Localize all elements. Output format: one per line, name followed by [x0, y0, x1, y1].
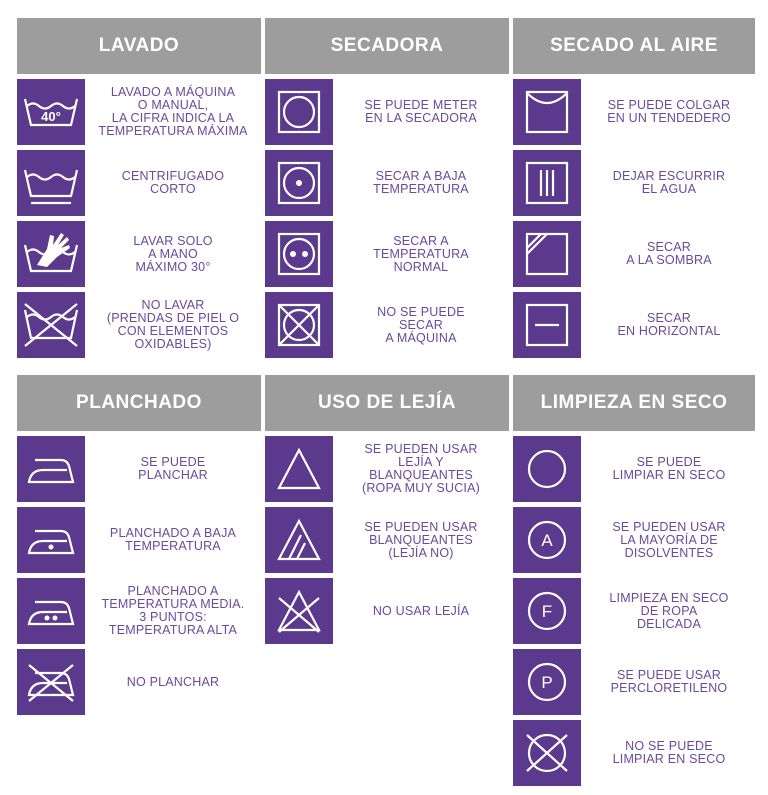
iron-medium-icon	[17, 578, 85, 644]
dry-clean-f-icon	[513, 578, 581, 644]
desc-blanqueantes: SE PUEDEN USAR BLANQUEANTES (LEJÍA NO)	[364, 519, 478, 560]
desc-no-lavar: NO LAVAR (PRENDAS DE PIEL O CON ELEMENTOS OXIDABLES)	[106, 298, 240, 351]
tumble-dry-icon	[265, 79, 333, 145]
no-bleach-icon	[265, 578, 333, 644]
desc-lejia-si: SE PUEDEN USAR LEJÍA Y BLANQUEANTES (ROPA MUY SUCIA)	[361, 442, 481, 495]
tub-short-spin-icon	[17, 150, 85, 216]
tub-crossed-icon	[17, 292, 85, 358]
bleach-icon	[265, 436, 333, 502]
desc-no-lejia: NO USAR LEJÍA	[372, 603, 470, 618]
no-dry-clean-icon	[513, 720, 581, 786]
dry-clean-letter: F	[541, 602, 553, 621]
tumble-dry-crossed-icon	[265, 292, 333, 358]
desc-horizontal: SECAR EN HORIZONTAL	[617, 311, 721, 338]
header-secado-al-aire: SECADO AL AIRE	[513, 18, 755, 74]
desc-lavar-a-mano: LAVAR SOLO A MANO MÁXIMO 30°	[133, 233, 213, 274]
header-limpieza-en-seco: LIMPIEZA EN SECO	[513, 375, 755, 431]
shade-dry-icon	[513, 221, 581, 287]
header-lavado: LAVADO	[17, 18, 261, 74]
header-secadora: SECADORA	[265, 18, 509, 74]
dry-clean-p-icon	[513, 649, 581, 715]
dry-clean-icon	[513, 436, 581, 502]
header-uso-de-lejia: USO DE LEJÍA	[265, 375, 509, 431]
desc-no-limpiar-seco: NO SE PUEDE LIMPIAR EN SECO	[612, 739, 726, 766]
desc-lavado-maquina: LAVADO A MÁQUINA O MANUAL, LA CIFRA INDICA LA TEMPERATURA MÁXIMA	[98, 85, 248, 138]
desc-no-secar-maquina: NO SE PUEDE SECAR A MÁQUINA	[377, 304, 465, 345]
tumble-dry-low-icon	[265, 150, 333, 216]
desc-centrifugado: CENTRIFUGADO CORTO	[121, 169, 225, 196]
dry-clean-letter: A	[541, 531, 553, 550]
line-dry-icon	[513, 79, 581, 145]
desc-colgar: SE PUEDE COLGAR EN UN TENDEDERO	[607, 98, 731, 125]
non-chlorine-bleach-icon	[265, 507, 333, 573]
temperature-number: 40°	[41, 109, 61, 124]
desc-planchar: SE PUEDE PLANCHAR	[138, 455, 208, 482]
desc-escurrir: DEJAR ESCURRIR EL AGUA	[612, 169, 726, 196]
desc-planchar-baja: PLANCHADO A BAJA TEMPERATURA	[109, 526, 237, 553]
desc-secar-baja: SECAR A BAJA TEMPERATURA	[373, 169, 469, 196]
iron-icon	[17, 436, 85, 502]
desc-ropa-delicada: LIMPIEZA EN SECO DE ROPA DELICADA	[609, 590, 729, 631]
desc-limpiar-seco: SE PUEDE LIMPIAR EN SECO	[612, 455, 726, 482]
desc-percloretileno: SE PUEDE USAR PERCLORETILENO	[610, 668, 728, 695]
dry-clean-a-icon	[513, 507, 581, 573]
desc-no-planchar: NO PLANCHAR	[126, 674, 220, 689]
desc-secar-normal: SECAR A TEMPERATURA NORMAL	[373, 233, 469, 274]
iron-crossed-icon	[17, 649, 85, 715]
tumble-dry-normal-icon	[265, 221, 333, 287]
desc-planchar-media: PLANCHADO A TEMPERATURA MEDIA. 3 PUNTOS: TEMPERATURA ALTA	[101, 584, 245, 637]
dry-clean-letter: P	[541, 673, 553, 692]
tub-hand-icon	[17, 221, 85, 287]
desc-secadora: SE PUEDE METER EN LA SECADORA	[364, 98, 478, 125]
desc-sombra: SECAR A LA SOMBRA	[626, 240, 712, 267]
header-planchado: PLANCHADO	[17, 375, 261, 431]
tub-40-icon	[17, 79, 85, 145]
drip-dry-icon	[513, 150, 581, 216]
flat-dry-icon	[513, 292, 581, 358]
desc-disolventes: SE PUEDEN USAR LA MAYORÍA DE DISOLVENTES	[612, 519, 726, 560]
iron-low-icon	[17, 507, 85, 573]
